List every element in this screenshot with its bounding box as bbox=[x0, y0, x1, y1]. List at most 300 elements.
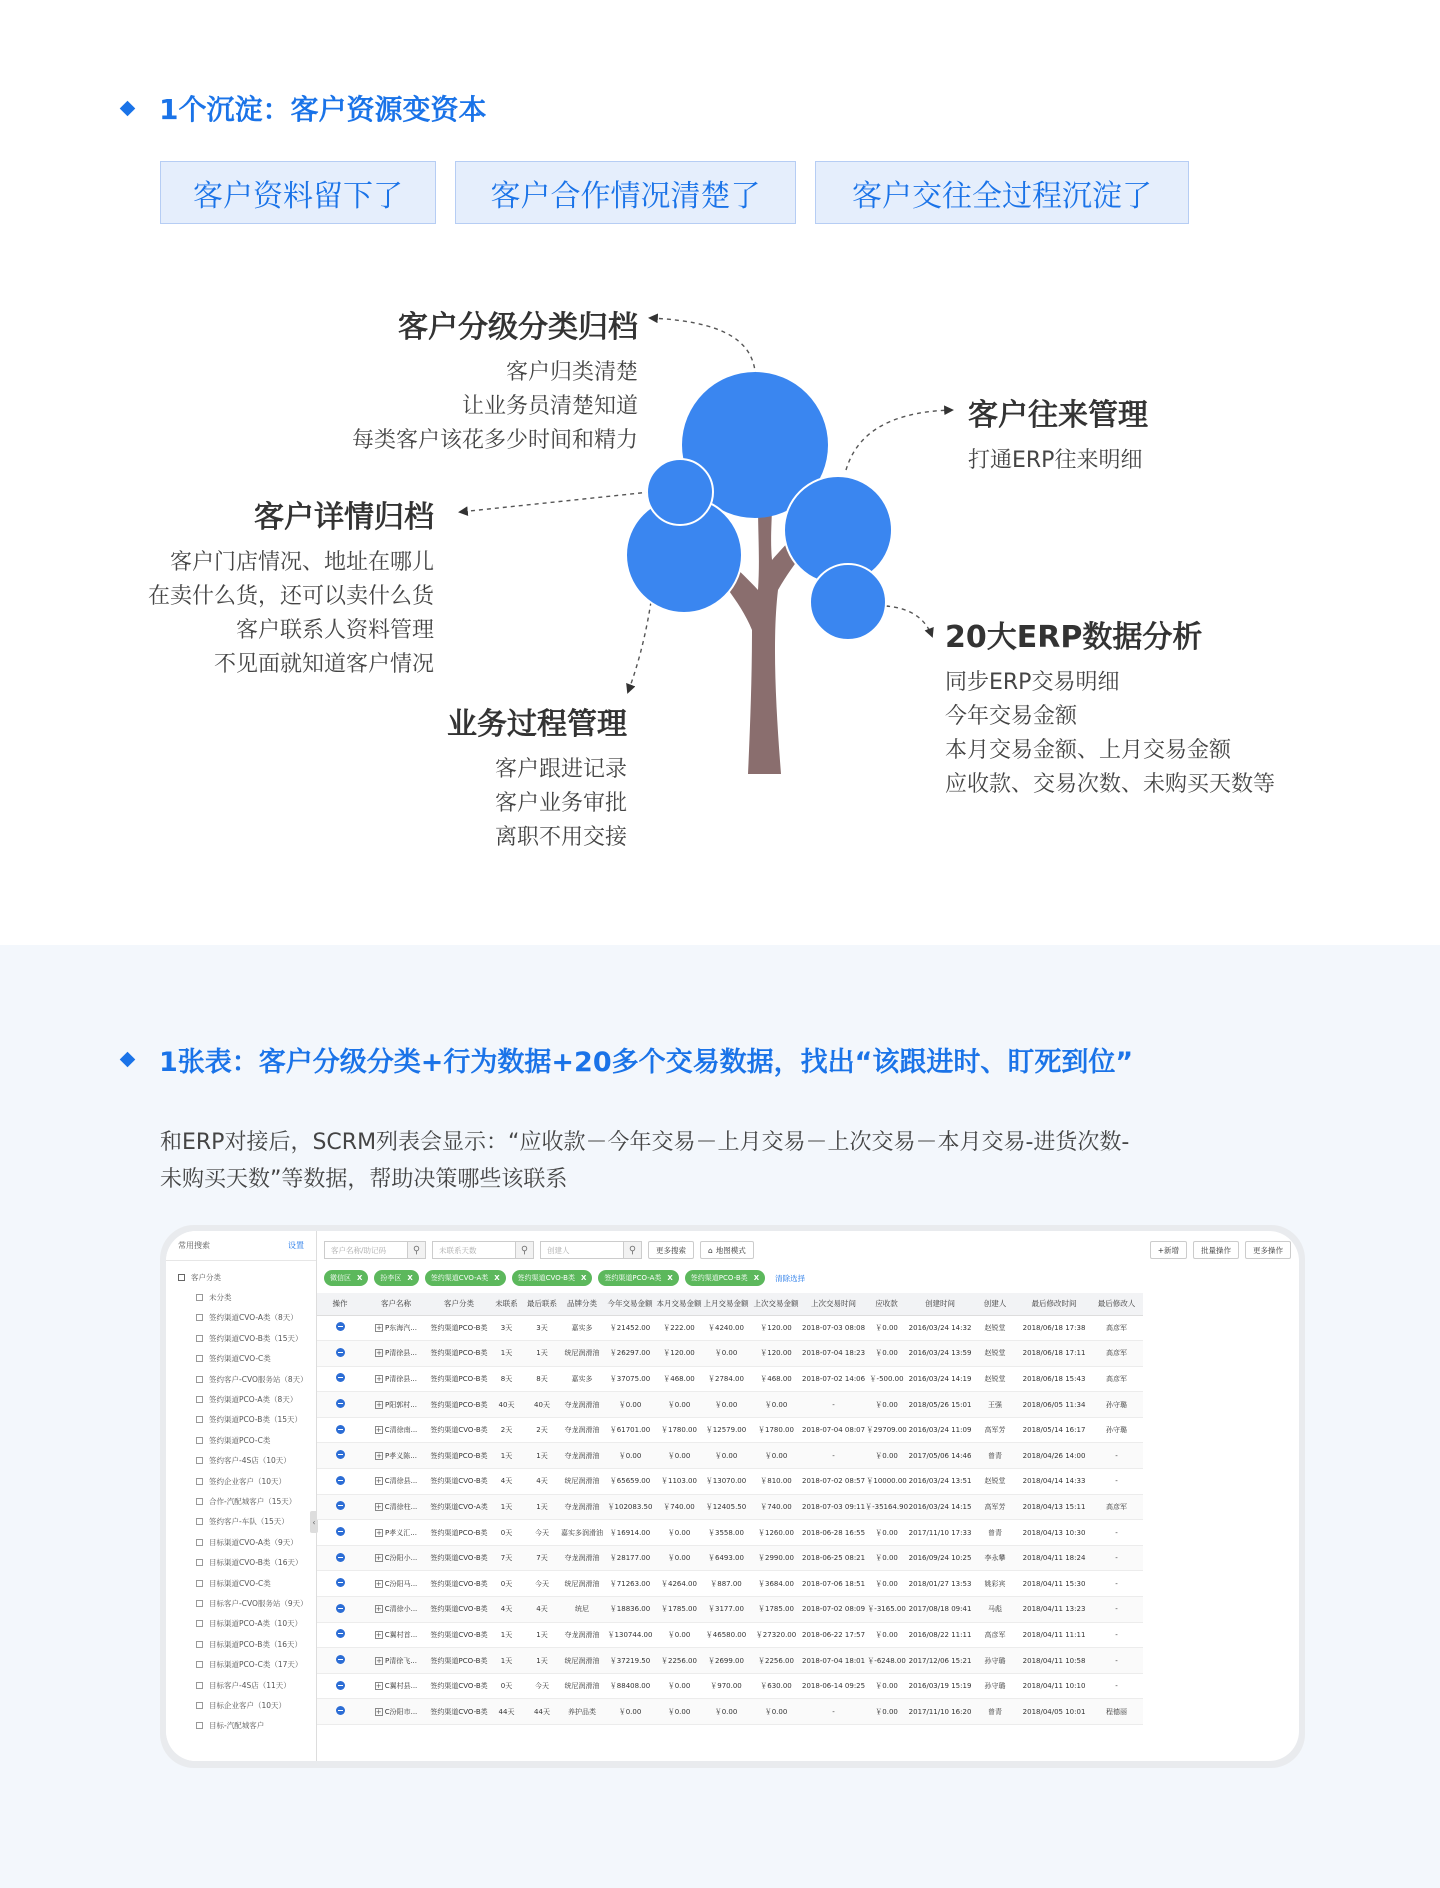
expand-icon[interactable]: + bbox=[376, 1451, 382, 1460]
row-action-icon[interactable] bbox=[336, 1322, 345, 1331]
table-cell: 夺龙润滑油 bbox=[560, 1392, 604, 1418]
checkbox-icon[interactable] bbox=[196, 1518, 203, 1525]
customer-name-search-input[interactable] bbox=[324, 1241, 426, 1259]
table-cell: 2天 bbox=[489, 1417, 524, 1443]
table-row[interactable] bbox=[317, 1443, 1143, 1469]
table-cell: 今天 bbox=[524, 1520, 560, 1546]
block-contact bbox=[968, 396, 1148, 478]
row-action-icon[interactable] bbox=[336, 1527, 345, 1536]
table-cell: ￥37075.00 bbox=[604, 1366, 656, 1392]
table-cell: 44天 bbox=[489, 1699, 524, 1725]
table-cell: 签约渠道PCO-B类 bbox=[429, 1443, 489, 1469]
block-process-line: 离职不用交接 bbox=[494, 825, 627, 850]
row-action-icon[interactable] bbox=[336, 1373, 345, 1382]
column-header[interactable]: 创建时间 bbox=[908, 1293, 972, 1315]
table-cell: - bbox=[1090, 1597, 1143, 1623]
table-cell: ￥0.00 bbox=[702, 1443, 750, 1469]
column-header[interactable]: 上月交易金额 bbox=[702, 1293, 750, 1315]
checkbox-icon[interactable] bbox=[196, 1682, 203, 1689]
batch-ops-button[interactable]: 批量操作 bbox=[1193, 1241, 1239, 1259]
checkbox-icon[interactable] bbox=[196, 1620, 203, 1627]
sidebar-category-item[interactable] bbox=[178, 1654, 316, 1674]
checkbox-icon[interactable] bbox=[196, 1722, 203, 1729]
customer-name-cell[interactable] bbox=[363, 1545, 429, 1571]
table-cell: 2016/08/22 11:11 bbox=[908, 1622, 972, 1648]
remove-tag-icon[interactable]: X bbox=[357, 1274, 363, 1282]
sidebar-category-item[interactable] bbox=[178, 1695, 316, 1715]
table-cell: 2018/06/05 11:34 bbox=[1018, 1392, 1090, 1418]
table-cell: 2017/08/18 09:41 bbox=[908, 1597, 972, 1623]
table-cell: 签约渠道PCO-B类 bbox=[429, 1392, 489, 1418]
table-cell: ￥65659.00 bbox=[604, 1469, 656, 1495]
sidebar-category-item[interactable] bbox=[178, 1308, 316, 1328]
column-header[interactable]: 应收款 bbox=[865, 1293, 908, 1315]
sidebar-category-item[interactable] bbox=[178, 1573, 316, 1593]
customer-name-cell[interactable] bbox=[363, 1673, 429, 1699]
sidebar-category-label: 目标渠道PCO-A类（10天） bbox=[209, 1619, 303, 1629]
table-cell: 2018/04/11 10:58 bbox=[1018, 1648, 1090, 1674]
sidebar-category-item[interactable] bbox=[178, 1328, 316, 1348]
table-cell: ￥3558.00 bbox=[702, 1520, 750, 1546]
new-button[interactable]: +新增 bbox=[1150, 1241, 1187, 1259]
sidebar-category-item[interactable] bbox=[178, 1349, 316, 1369]
row-action-cell bbox=[317, 1366, 363, 1392]
table-cell: ￥-3165.00 bbox=[865, 1597, 908, 1623]
table-row[interactable] bbox=[317, 1699, 1143, 1725]
table-cell: ￥468.00 bbox=[656, 1366, 702, 1392]
sidebar-category-item[interactable] bbox=[178, 1675, 316, 1695]
table-cell: 2018-07-06 18:51 bbox=[802, 1571, 865, 1597]
sidebar-collapse-handle[interactable]: ‹ bbox=[310, 1511, 318, 1533]
customer-name-cell[interactable] bbox=[363, 1648, 429, 1674]
sidebar-category-item[interactable] bbox=[178, 1512, 316, 1532]
remove-tag-icon[interactable]: X bbox=[494, 1274, 500, 1282]
sidebar-category-label: 签约渠道PCO-C类 bbox=[209, 1435, 271, 1445]
block-detail bbox=[148, 498, 434, 682]
expand-icon[interactable]: + bbox=[375, 1579, 382, 1588]
table-cell: 2018/04/13 10:30 bbox=[1018, 1520, 1090, 1546]
table-cell: 签约渠道CVO-A类 bbox=[429, 1494, 489, 1520]
table-cell: ￥1260.00 bbox=[750, 1520, 802, 1546]
table-cell: ￥0.00 bbox=[702, 1699, 750, 1725]
table-cell: 签约渠道CVO-B类 bbox=[429, 1673, 489, 1699]
table-cell: 嘉实多 bbox=[560, 1366, 604, 1392]
remove-tag-icon[interactable]: X bbox=[667, 1274, 673, 1282]
customer-name-cell[interactable] bbox=[363, 1315, 429, 1341]
table-cell: 高军芳 bbox=[972, 1494, 1018, 1520]
customer-name: C清徐柱... bbox=[384, 1502, 418, 1511]
table-cell: 2018-07-04 08:07 bbox=[802, 1417, 865, 1443]
table-cell: 高彦军 bbox=[1090, 1494, 1143, 1520]
checkbox-icon[interactable] bbox=[196, 1396, 203, 1403]
customer-name-cell[interactable] bbox=[363, 1366, 429, 1392]
block-detail-line: 客户联系人资料管理 bbox=[235, 618, 434, 643]
row-action-cell bbox=[317, 1443, 363, 1469]
sidebar-category-label: 目标客户-CVO服务站（9天） bbox=[209, 1598, 308, 1608]
table-cell: ￥2256.00 bbox=[750, 1648, 802, 1674]
row-action-icon[interactable] bbox=[336, 1681, 345, 1690]
table-cell: 程德丽 bbox=[1090, 1699, 1143, 1725]
sidebar-category-item[interactable] bbox=[178, 1430, 316, 1450]
column-header[interactable]: 本月交易金额 bbox=[656, 1293, 702, 1315]
customer-name-cell[interactable] bbox=[363, 1392, 429, 1418]
customer-name-cell[interactable] bbox=[363, 1622, 429, 1648]
checkbox-icon[interactable] bbox=[196, 1294, 203, 1301]
checkbox-icon[interactable] bbox=[196, 1457, 203, 1464]
table-row[interactable] bbox=[317, 1648, 1143, 1674]
pill-cooperation-status: 客户合作情况清楚了 bbox=[455, 161, 796, 224]
table-cell: 曾青 bbox=[972, 1443, 1018, 1469]
expand-icon[interactable]: + bbox=[375, 1426, 382, 1435]
sidebar-category-item[interactable] bbox=[178, 1634, 316, 1654]
expand-icon[interactable]: + bbox=[376, 1400, 382, 1409]
row-action-icon[interactable] bbox=[336, 1501, 345, 1510]
block-detail-line: 不见面就知道客户情况 bbox=[213, 652, 434, 677]
checkbox-icon[interactable] bbox=[196, 1641, 203, 1648]
table-cell: - bbox=[1090, 1545, 1143, 1571]
checkbox-icon[interactable] bbox=[196, 1314, 203, 1321]
table-cell: 2018/04/11 11:11 bbox=[1018, 1622, 1090, 1648]
table-cell: ￥0.00 bbox=[604, 1699, 656, 1725]
row-action-cell bbox=[317, 1341, 363, 1367]
row-action-cell bbox=[317, 1673, 363, 1699]
search-icon[interactable]: ⚲ bbox=[407, 1242, 425, 1258]
row-action-icon[interactable] bbox=[336, 1348, 345, 1357]
sidebar bbox=[166, 1231, 317, 1761]
table-cell: 2016/03/24 13:51 bbox=[908, 1469, 972, 1495]
sidebar-category-item[interactable] bbox=[178, 1451, 316, 1471]
customer-name-cell[interactable] bbox=[363, 1341, 429, 1367]
customer-name-cell[interactable] bbox=[363, 1443, 429, 1469]
sidebar-category-item[interactable] bbox=[178, 1532, 316, 1552]
column-header[interactable]: 品牌分类 bbox=[560, 1293, 604, 1315]
checkbox-icon[interactable] bbox=[196, 1376, 203, 1383]
sidebar-category-label: 签约渠道CVO-B类（15天） bbox=[209, 1333, 303, 1343]
customer-name: C翼村首... bbox=[384, 1630, 418, 1639]
table-cell: 统尼润滑油 bbox=[560, 1469, 604, 1495]
table-cell: 曾青 bbox=[972, 1699, 1018, 1725]
table-cell: ￥0.00 bbox=[865, 1520, 908, 1546]
search-icon[interactable]: ⚲ bbox=[515, 1242, 533, 1258]
checkbox-icon[interactable] bbox=[196, 1600, 203, 1607]
more-ops-button[interactable]: 更多操作 bbox=[1245, 1241, 1291, 1259]
column-header[interactable]: 上次交易金额 bbox=[750, 1293, 802, 1315]
table-cell: 2017/05/06 14:46 bbox=[908, 1443, 972, 1469]
sidebar-category-item[interactable] bbox=[178, 1287, 316, 1307]
expand-icon[interactable]: + bbox=[375, 1554, 382, 1563]
table-cell: ￥26297.00 bbox=[604, 1341, 656, 1367]
customer-name: P清徐县... bbox=[385, 1349, 417, 1358]
table-row[interactable] bbox=[317, 1597, 1143, 1623]
block-contact-line: 打通ERP往来明细 bbox=[968, 448, 1143, 473]
table-cell: 统尼润滑油 bbox=[560, 1673, 604, 1699]
sidebar-category-item[interactable] bbox=[178, 1716, 316, 1736]
column-header[interactable]: 今年交易金额 bbox=[604, 1293, 656, 1315]
table-row[interactable] bbox=[317, 1315, 1143, 1341]
checkbox-icon[interactable] bbox=[196, 1539, 203, 1546]
table-cell: 2018-07-02 08:57 bbox=[802, 1469, 865, 1495]
table-cell: ￥0.00 bbox=[750, 1392, 802, 1418]
row-action-cell bbox=[317, 1648, 363, 1674]
table-row[interactable] bbox=[317, 1571, 1143, 1597]
block-erp bbox=[945, 618, 1275, 802]
customer-name-cell[interactable] bbox=[363, 1469, 429, 1495]
map-icon: ⌂ bbox=[708, 1245, 713, 1255]
expand-icon[interactable]: + bbox=[375, 1630, 382, 1639]
table-cell: ￥0.00 bbox=[865, 1622, 908, 1648]
table-cell: 2018-06-22 17:57 bbox=[802, 1622, 865, 1648]
table-cell: 夺龙润滑油 bbox=[560, 1494, 604, 1520]
filter-tag[interactable] bbox=[512, 1270, 593, 1286]
section2-description bbox=[160, 1124, 1129, 1198]
table-cell: 7天 bbox=[489, 1545, 524, 1571]
table-cell: ￥102083.50 bbox=[604, 1494, 656, 1520]
row-action-icon[interactable] bbox=[336, 1553, 345, 1562]
table-cell: 孙守璐 bbox=[1090, 1392, 1143, 1418]
expand-icon[interactable]: + bbox=[375, 1502, 382, 1511]
row-action-icon[interactable] bbox=[336, 1604, 345, 1613]
expand-icon[interactable]: + bbox=[375, 1477, 382, 1486]
sidebar-title: 常用搜索 bbox=[178, 1241, 210, 1250]
table-cell: 2018/05/14 16:17 bbox=[1018, 1417, 1090, 1443]
sidebar-category-item[interactable] bbox=[178, 1552, 316, 1572]
table-cell: 2016/03/24 11:09 bbox=[908, 1417, 972, 1443]
row-action-icon[interactable] bbox=[336, 1476, 345, 1485]
table-cell: ￥740.00 bbox=[750, 1494, 802, 1520]
checkbox-icon[interactable] bbox=[196, 1580, 203, 1587]
row-action-icon[interactable] bbox=[336, 1655, 345, 1664]
customer-name-cell[interactable] bbox=[363, 1417, 429, 1443]
sidebar-category-label: 签约客户-车队（15天） bbox=[209, 1517, 289, 1527]
table-cell: 签约渠道PCO-B类 bbox=[429, 1520, 489, 1546]
checkbox-icon[interactable] bbox=[196, 1559, 203, 1566]
row-action-cell bbox=[317, 1545, 363, 1571]
column-header[interactable]: 创建人 bbox=[972, 1293, 1018, 1315]
table-cell: 8天 bbox=[489, 1366, 524, 1392]
sidebar-category-item[interactable] bbox=[178, 1389, 316, 1409]
row-action-icon[interactable] bbox=[336, 1450, 345, 1459]
checkbox-icon[interactable] bbox=[196, 1498, 203, 1505]
table-cell: 夺龙润滑油 bbox=[560, 1545, 604, 1571]
filter-tag[interactable] bbox=[685, 1270, 765, 1286]
table-row[interactable] bbox=[317, 1417, 1143, 1443]
remove-tag-icon[interactable]: X bbox=[407, 1274, 413, 1282]
creator-search-input[interactable] bbox=[540, 1241, 642, 1259]
customer-name: C翼村县... bbox=[384, 1682, 418, 1691]
table-row[interactable] bbox=[317, 1392, 1143, 1418]
expand-icon[interactable]: + bbox=[376, 1528, 382, 1537]
table-cell: 2018/06/18 17:11 bbox=[1018, 1341, 1090, 1367]
column-header[interactable]: 最后修改时间 bbox=[1018, 1293, 1090, 1315]
table-row[interactable] bbox=[317, 1366, 1143, 1392]
checkbox-icon[interactable] bbox=[196, 1661, 203, 1668]
table-cell: ￥10000.00 bbox=[865, 1469, 908, 1495]
filter-tag[interactable] bbox=[425, 1270, 506, 1286]
table-cell: 统尼 bbox=[560, 1597, 604, 1623]
table-body bbox=[317, 1315, 1143, 1725]
block-classify-title: 客户分级分类归档 bbox=[398, 310, 638, 345]
table-cell: 高彦军 bbox=[1090, 1341, 1143, 1367]
table-cell: 夺龙润滑油 bbox=[560, 1622, 604, 1648]
table-cell: ￥46580.00 bbox=[702, 1622, 750, 1648]
crm-screenshot-frame bbox=[160, 1225, 1305, 1768]
table-cell: 2018-06-28 16:55 bbox=[802, 1520, 865, 1546]
customer-name-cell[interactable] bbox=[363, 1520, 429, 1546]
table-cell: 签约渠道CVO-B类 bbox=[429, 1597, 489, 1623]
table-cell: ￥16914.00 bbox=[604, 1520, 656, 1546]
row-action-cell bbox=[317, 1571, 363, 1597]
table-cell: ￥887.00 bbox=[702, 1571, 750, 1597]
sidebar-category-label: 签约渠道CVO-A类（8天） bbox=[209, 1313, 298, 1323]
checkbox-icon[interactable] bbox=[196, 1416, 203, 1423]
column-header[interactable]: 最后联系 bbox=[524, 1293, 560, 1315]
table-cell: ￥130744.00 bbox=[604, 1622, 656, 1648]
table-cell: 2017/11/10 16:20 bbox=[908, 1699, 972, 1725]
toolbar bbox=[324, 1239, 1291, 1261]
table-row[interactable] bbox=[317, 1622, 1143, 1648]
filter-tag-label: 微信区 bbox=[330, 1274, 351, 1282]
table-cell: 签约渠道PCO-B类 bbox=[429, 1315, 489, 1341]
table-cell: ￥1785.00 bbox=[656, 1597, 702, 1623]
row-action-icon[interactable] bbox=[336, 1706, 345, 1715]
expand-icon[interactable]: + bbox=[376, 1656, 382, 1665]
table-cell: 2017/12/06 15:21 bbox=[908, 1648, 972, 1674]
table-cell: ￥0.00 bbox=[604, 1392, 656, 1418]
map-mode-button[interactable] bbox=[700, 1241, 754, 1259]
table-cell: ￥810.00 bbox=[750, 1469, 802, 1495]
table-cell: 孙守璐 bbox=[972, 1648, 1018, 1674]
search-icon[interactable]: ⚲ bbox=[623, 1242, 641, 1258]
filter-tag[interactable] bbox=[598, 1270, 678, 1286]
checkbox-icon[interactable] bbox=[196, 1478, 203, 1485]
pill-customer-data: 客户资料留下了 bbox=[160, 161, 436, 224]
table-cell: 1天 bbox=[524, 1648, 560, 1674]
customer-name-cell[interactable] bbox=[363, 1597, 429, 1623]
expand-icon[interactable]: + bbox=[376, 1349, 382, 1358]
table-cell: 2016/03/19 15:19 bbox=[908, 1673, 972, 1699]
table-cell: 2018/04/05 10:01 bbox=[1018, 1699, 1090, 1725]
expand-icon[interactable]: + bbox=[376, 1374, 382, 1383]
table-row[interactable] bbox=[317, 1545, 1143, 1571]
column-header[interactable]: 最后修改人 bbox=[1090, 1293, 1143, 1315]
row-action-icon[interactable] bbox=[336, 1399, 345, 1408]
row-action-icon[interactable] bbox=[336, 1578, 345, 1587]
expand-icon[interactable]: + bbox=[375, 1707, 382, 1716]
checkbox-icon[interactable] bbox=[196, 1437, 203, 1444]
column-header[interactable]: 客户分类 bbox=[429, 1293, 489, 1315]
clear-selection-link[interactable]: 清除选择 bbox=[775, 1273, 806, 1283]
table-cell: ￥0.00 bbox=[865, 1341, 908, 1367]
table-cell: ￥12405.50 bbox=[702, 1494, 750, 1520]
more-search-button[interactable]: 更多搜索 bbox=[648, 1241, 694, 1259]
section2-desc-line: 未购买天数”等数据，帮助决策哪些该联系 bbox=[160, 1167, 568, 1192]
customer-name-cell[interactable] bbox=[363, 1571, 429, 1597]
expand-icon[interactable]: + bbox=[375, 1605, 382, 1614]
filter-tags bbox=[324, 1269, 1291, 1287]
table-row[interactable] bbox=[317, 1494, 1143, 1520]
table-cell: 签约渠道PCO-B类 bbox=[429, 1366, 489, 1392]
remove-tag-icon[interactable]: X bbox=[580, 1274, 587, 1282]
customer-table bbox=[317, 1293, 1143, 1725]
column-header[interactable]: 客户名称 bbox=[363, 1293, 429, 1315]
sidebar-category-item[interactable] bbox=[178, 1491, 316, 1511]
table-cell: - bbox=[802, 1392, 865, 1418]
remove-tag-icon[interactable]: X bbox=[753, 1274, 760, 1282]
map-mode-label: 地图模式 bbox=[715, 1245, 746, 1255]
column-header[interactable]: 操作 bbox=[317, 1293, 363, 1315]
search-placeholder: 未联系天数 bbox=[439, 1245, 477, 1255]
block-process bbox=[447, 705, 627, 855]
customer-name-cell[interactable] bbox=[363, 1699, 429, 1725]
collapse-icon[interactable] bbox=[178, 1274, 185, 1281]
sidebar-category-item[interactable] bbox=[178, 1471, 316, 1491]
filter-tag[interactable] bbox=[374, 1270, 418, 1286]
sidebar-category-item[interactable] bbox=[178, 1410, 316, 1430]
table-cell: 2018/04/11 13:23 bbox=[1018, 1597, 1090, 1623]
table-cell: 夺龙润滑油 bbox=[560, 1417, 604, 1443]
table-cell: 2016/09/24 10:25 bbox=[908, 1545, 972, 1571]
filter-tag[interactable] bbox=[324, 1270, 368, 1286]
row-action-icon[interactable] bbox=[336, 1425, 345, 1434]
table-cell: 2天 bbox=[524, 1417, 560, 1443]
table-cell: 2018/04/14 14:33 bbox=[1018, 1469, 1090, 1495]
column-header[interactable]: 上次交易时间 bbox=[802, 1293, 865, 1315]
row-action-cell bbox=[317, 1417, 363, 1443]
table-cell: ￥0.00 bbox=[656, 1622, 702, 1648]
table-cell: 2018-06-25 08:21 bbox=[802, 1545, 865, 1571]
table-row[interactable] bbox=[317, 1673, 1143, 1699]
table-cell: ￥0.00 bbox=[656, 1673, 702, 1699]
sidebar-category-item[interactable] bbox=[178, 1614, 316, 1634]
checkbox-icon[interactable] bbox=[196, 1355, 203, 1362]
expand-icon[interactable]: + bbox=[376, 1323, 382, 1332]
sidebar-category-label: 签约渠道PCO-A类（8天） bbox=[209, 1395, 298, 1405]
block-detail-line: 客户门店情况、地址在哪儿 bbox=[169, 550, 434, 575]
block-contact-title: 客户往来管理 bbox=[968, 398, 1148, 433]
table-row[interactable] bbox=[317, 1469, 1143, 1495]
block-classify-line: 让业务员清楚知道 bbox=[461, 394, 638, 419]
table-cell: ￥29709.00 bbox=[865, 1417, 908, 1443]
row-action-cell bbox=[317, 1315, 363, 1341]
table-cell: 赵锐堂 bbox=[972, 1366, 1018, 1392]
table-cell: 1天 bbox=[489, 1443, 524, 1469]
table-row[interactable] bbox=[317, 1341, 1143, 1367]
sidebar-category-item[interactable] bbox=[178, 1593, 316, 1613]
table-cell: ￥21452.00 bbox=[604, 1315, 656, 1341]
row-action-icon[interactable] bbox=[336, 1629, 345, 1638]
checkbox-icon[interactable] bbox=[196, 1702, 203, 1709]
tree-root[interactable] bbox=[178, 1267, 316, 1287]
table-cell: - bbox=[802, 1443, 865, 1469]
column-header[interactable]: 未联系 bbox=[489, 1293, 524, 1315]
table-row[interactable] bbox=[317, 1520, 1143, 1546]
row-action-cell bbox=[317, 1699, 363, 1725]
no-contact-days-input[interactable] bbox=[432, 1241, 534, 1259]
filter-tag-label: 签约渠道CVO-A类 bbox=[430, 1274, 489, 1282]
search-placeholder: 创建人 bbox=[547, 1245, 570, 1255]
sidebar-setting-link[interactable]: 设置 bbox=[288, 1241, 304, 1250]
sidebar-category-label: 签约企业客户（10天） bbox=[209, 1476, 287, 1486]
expand-icon[interactable]: + bbox=[375, 1682, 382, 1691]
table-cell: ￥4240.00 bbox=[702, 1315, 750, 1341]
checkbox-icon[interactable] bbox=[196, 1335, 203, 1342]
table-cell: 今天 bbox=[524, 1571, 560, 1597]
table-cell: ￥0.00 bbox=[865, 1545, 908, 1571]
table-cell: ￥0.00 bbox=[656, 1443, 702, 1469]
customer-name-cell[interactable] bbox=[363, 1494, 429, 1520]
sidebar-category-item[interactable] bbox=[178, 1369, 316, 1389]
table-cell: 2018-06-14 09:25 bbox=[802, 1673, 865, 1699]
